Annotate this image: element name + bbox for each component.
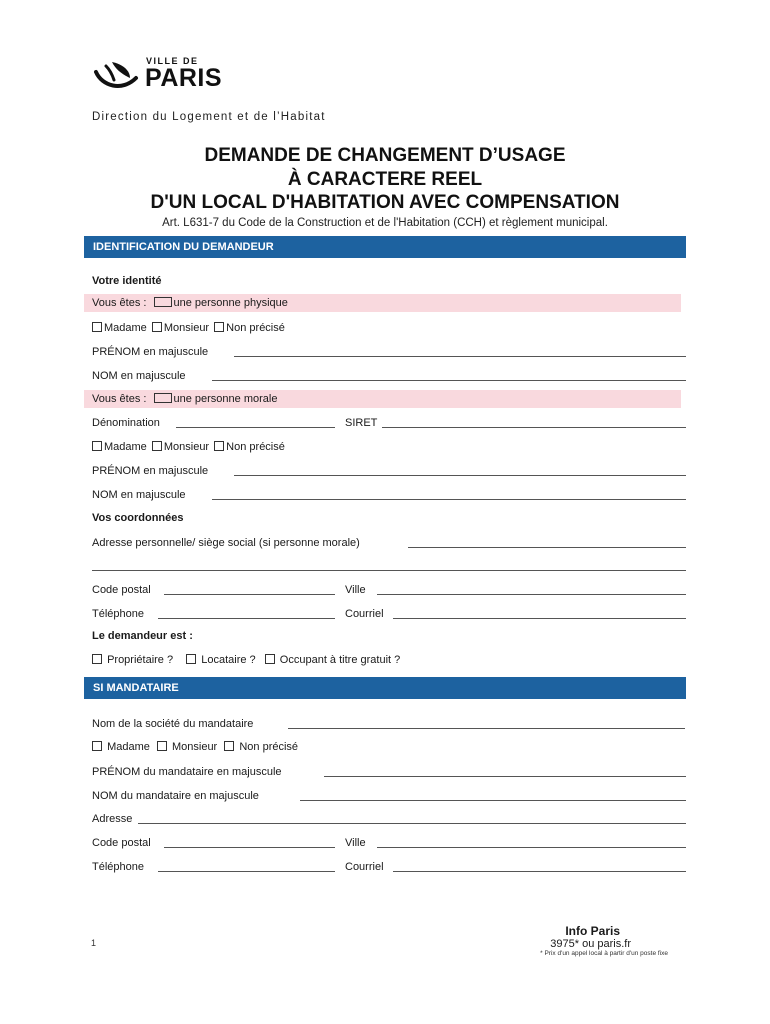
adresse-mandataire-label: Adresse (92, 813, 133, 825)
societe-field[interactable] (288, 728, 685, 729)
monsieur-label-3: Monsieur (171, 741, 218, 753)
telephone-mandataire-label: Téléphone (92, 861, 144, 873)
courriel-mandataire-label: Courriel (345, 861, 384, 873)
direction-label: Direction du Logement et de l’Habitat (92, 111, 326, 123)
ville-mandataire-field[interactable] (377, 847, 686, 848)
courriel-field[interactable] (393, 618, 686, 619)
checkbox-monsieur[interactable] (152, 322, 162, 332)
vous-etes-label: Vous êtes : (92, 297, 147, 309)
ville-de-paris-logo (92, 54, 232, 94)
checkbox-proprietaire[interactable] (92, 654, 102, 664)
adresse-field[interactable] (408, 547, 686, 548)
demandeur-heading: Le demandeur est : (92, 630, 193, 642)
ville-field[interactable] (377, 594, 686, 595)
nom-mandataire-label: NOM du mandataire en majuscule (92, 790, 259, 802)
personne-physique-label: une personne physique (173, 297, 288, 309)
prenom-mandataire-label: PRÉNOM du mandataire en majuscule (92, 766, 282, 778)
locataire-label: Locataire ? (201, 654, 256, 666)
checkbox-personne-physique[interactable] (154, 297, 172, 307)
nom-label-2: NOM en majuscule (92, 489, 186, 501)
adresse-field-2[interactable] (92, 570, 686, 571)
courriel-label: Courriel (345, 608, 384, 620)
siret-field[interactable] (382, 427, 686, 428)
occupant-label: Occupant à titre gratuit ? (279, 654, 401, 666)
checkbox-personne-morale[interactable] (154, 393, 172, 403)
prenom-mandataire-field[interactable] (324, 776, 686, 777)
proprietaire-label: Propriétaire ? (107, 654, 174, 666)
personne-morale-label: une personne morale (173, 393, 278, 405)
title-line-3: D'UN LOCAL D'HABITATION AVEC COMPENSATION (150, 192, 620, 213)
logo-big-text: PARIS (145, 64, 223, 92)
monsieur-label: Monsieur (163, 322, 210, 334)
checkbox-non-precise-2[interactable] (214, 441, 224, 451)
vous-etes-morale-row (84, 390, 681, 408)
adresse-label: Adresse personnelle/ siège social (si personne morale) (92, 537, 360, 549)
nom-label: NOM en majuscule (92, 370, 186, 382)
denomination-label: Dénomination (92, 417, 160, 429)
telephone-mandataire-field[interactable] (158, 871, 335, 872)
identite-heading: Votre identité (92, 275, 162, 287)
nom-field[interactable] (212, 380, 686, 381)
code-postal-label: Code postal (92, 584, 151, 596)
info-paris-title: Info Paris (565, 924, 620, 938)
title-line-2: À CARACTERE REEL (287, 169, 483, 190)
societe-label: Nom de la société du mandataire (92, 718, 254, 730)
info-paris-number: 3975* ou paris.fr (550, 938, 631, 950)
prenom-label-2: PRÉNOM en majuscule (92, 465, 209, 477)
civilite-row-3 (92, 740, 298, 754)
band-label: IDENTIFICATION DU DEMANDEUR (93, 241, 274, 253)
monsieur-label-2: Monsieur (163, 441, 210, 453)
adresse-mandataire-field[interactable] (138, 823, 686, 824)
civilite-row-1 (92, 321, 285, 335)
checkbox-non-precise[interactable] (214, 322, 224, 332)
paris-ship-icon (92, 58, 140, 92)
section-band-demandeur (84, 236, 686, 258)
checkbox-madame[interactable] (92, 322, 102, 332)
courriel-mandataire-field[interactable] (393, 871, 686, 872)
statut-row (92, 653, 400, 667)
page-number: 1 (91, 938, 97, 948)
prenom-label: PRÉNOM en majuscule (92, 346, 209, 358)
siret-label: SIRET (345, 417, 378, 429)
checkbox-monsieur-2[interactable] (152, 441, 162, 451)
prenom-field[interactable] (234, 356, 686, 357)
vous-etes-label-2: Vous êtes : (92, 393, 147, 405)
telephone-label: Téléphone (92, 608, 144, 620)
non-precise-label-2: Non précisé (226, 441, 285, 453)
checkbox-madame-3[interactable] (92, 741, 102, 751)
code-postal-mandataire-field[interactable] (164, 847, 335, 848)
code-postal-field[interactable] (164, 594, 335, 595)
non-precise-label-3: Non précisé (239, 741, 299, 753)
info-paris-note: * Prix d'un appel local à partir d'un poste fixe (540, 950, 668, 957)
title-line-1: DEMANDE DE CHANGEMENT D’USAGE (204, 145, 566, 166)
civilite-row-2 (92, 440, 285, 454)
subtitle: Art. L631-7 du Code de la Construction et de l'Habitation (CCH) et règlement municipal. (162, 217, 608, 229)
ville-mandataire-label: Ville (345, 837, 366, 849)
checkbox-occupant[interactable] (265, 654, 275, 664)
logo-small-text: VILLE DE (146, 56, 199, 66)
non-precise-label: Non précisé (226, 322, 285, 334)
checkbox-locataire[interactable] (186, 654, 196, 664)
checkbox-monsieur-3[interactable] (157, 741, 167, 751)
vous-etes-physique-row (84, 294, 681, 312)
madame-label-3: Madame (107, 741, 150, 753)
checkbox-non-precise-3[interactable] (224, 741, 234, 751)
section-band-mandataire (84, 677, 686, 699)
nom-field-2[interactable] (212, 499, 686, 500)
prenom-field-2[interactable] (234, 475, 686, 476)
ville-label: Ville (345, 584, 366, 596)
telephone-field[interactable] (158, 618, 335, 619)
madame-label: Madame (104, 322, 147, 334)
denomination-field[interactable] (176, 427, 335, 428)
nom-mandataire-field[interactable] (300, 800, 686, 801)
code-postal-mandataire-label: Code postal (92, 837, 151, 849)
band-label-2: SI MANDATAIRE (93, 682, 179, 694)
coordonnees-heading: Vos coordonnées (92, 512, 184, 524)
checkbox-madame-2[interactable] (92, 441, 102, 451)
madame-label-2: Madame (104, 441, 147, 453)
